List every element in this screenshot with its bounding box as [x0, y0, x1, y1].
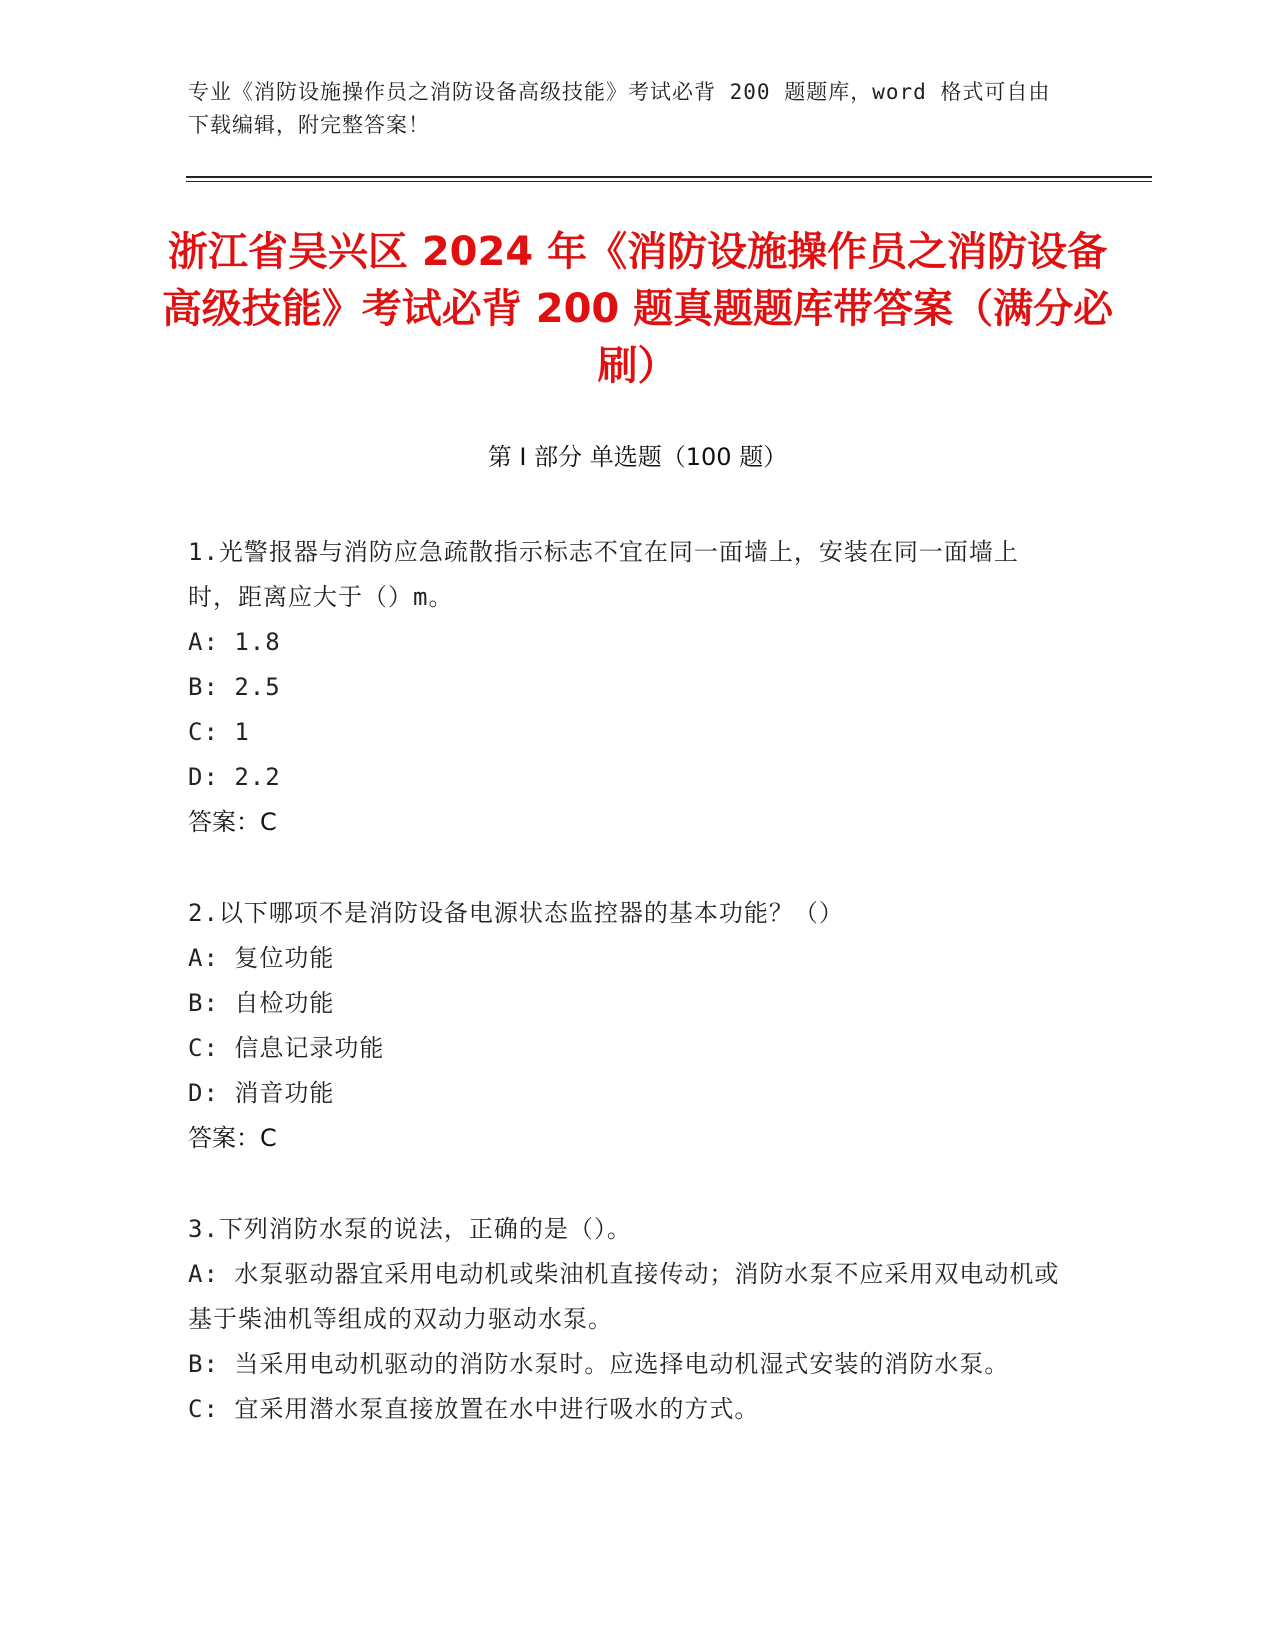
- question-2: [188, 891, 1068, 1161]
- option-b: B: 自检功能: [188, 989, 335, 1017]
- option-d: D: 消音功能: [188, 1079, 335, 1107]
- answer: 答案：C: [188, 808, 277, 836]
- header-divider-thin: [186, 181, 1152, 182]
- option-b: B: 2.5: [188, 673, 281, 701]
- question-stem: 1.光警报器与消防应急疏散指示标志不宜在同一面墙上，安装在同一面墙上时，距离应大于（）m。: [188, 538, 1019, 611]
- header-divider-thick: [186, 176, 1152, 178]
- option-b: B: 当采用电动机驱动的消防水泵时。应选择电动机湿式安装的消防水泵。: [188, 1350, 1010, 1378]
- question-1: [188, 530, 1068, 845]
- option-c: C: 信息记录功能: [188, 1034, 385, 1062]
- section-heading: 第 I 部分 单选题（100 题）: [487, 443, 788, 471]
- question-3: [188, 1207, 1068, 1432]
- option-a: A: 水泵驱动器宜采用电动机或柴油机直接传动；消防水泵不应采用双电动机或基于柴油机等组成的双动力驱动水泵。: [188, 1260, 1060, 1333]
- question-stem: 3.下列消防水泵的说法，正确的是（）。: [188, 1215, 632, 1243]
- option-d: D: 2.2: [188, 763, 281, 791]
- option-c: C: 1: [188, 718, 250, 746]
- document-title: 浙江省吴兴区 2024 年《消防设施操作员之消防设备高级技能》考试必背 200 题真题题库带答案（满分必刷）: [161, 229, 1114, 389]
- question-stem: 2.以下哪项不是消防设备电源状态监控器的基本功能？（）: [188, 899, 844, 927]
- answer: 答案：C: [188, 1124, 277, 1152]
- header-note: 专业《消防设施操作员之消防设备高级技能》考试必背 200 题题库，word 格式可自由下载编辑，附完整答案！: [188, 80, 1051, 137]
- question-list: [188, 530, 1068, 1478]
- option-a: A: 复位功能: [188, 944, 335, 972]
- option-c: C: 宜采用潜水泵直接放置在水中进行吸水的方式。: [188, 1395, 760, 1423]
- option-a: A: 1.8: [188, 628, 281, 656]
